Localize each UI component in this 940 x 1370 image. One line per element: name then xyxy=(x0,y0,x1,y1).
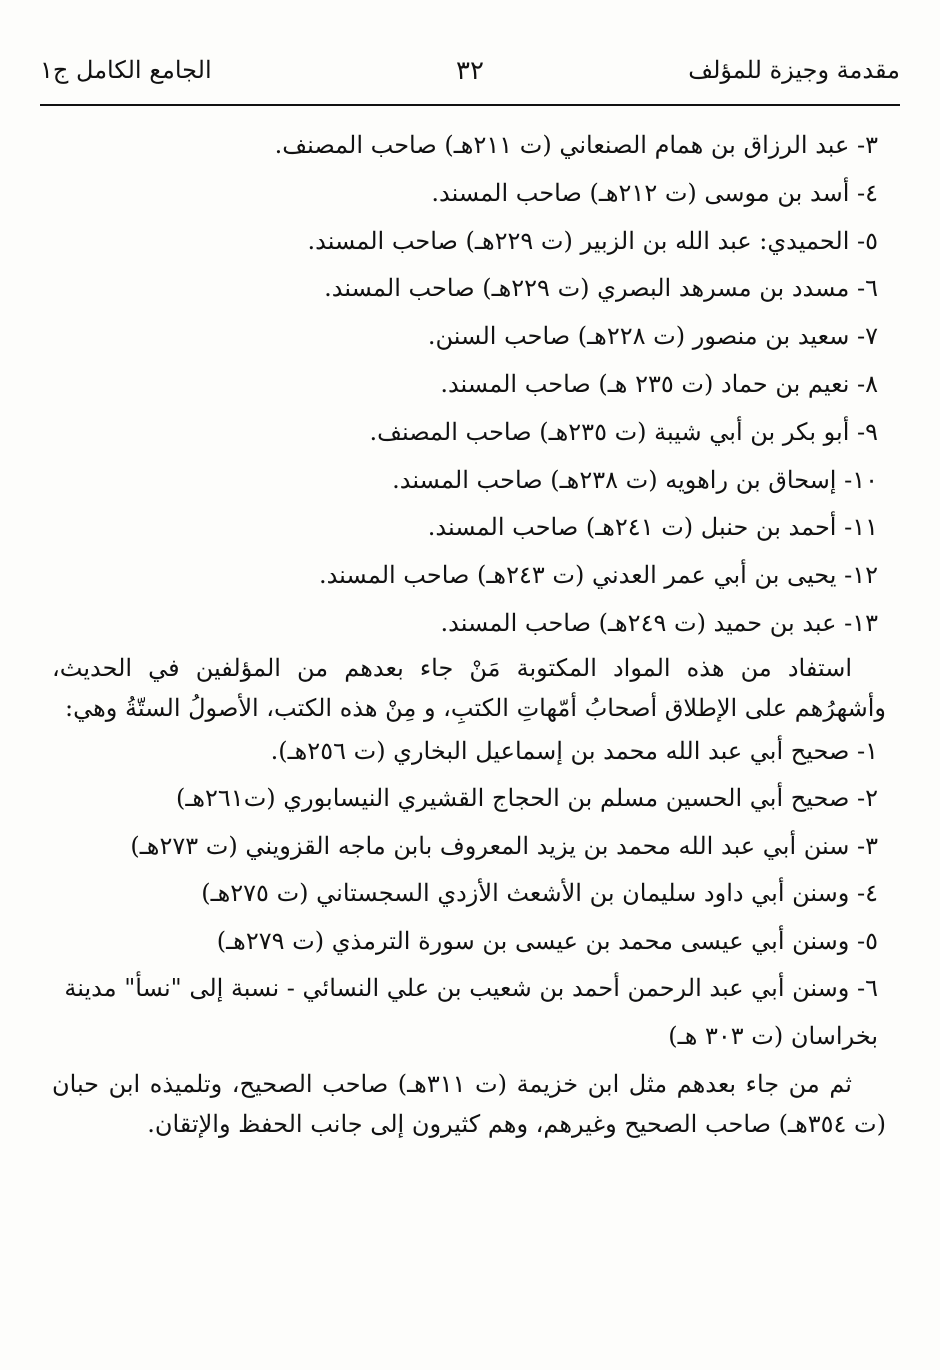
running-header xyxy=(40,56,900,100)
list-item: ٣- عبد الرزاق بن همام الصنعاني (ت ٢١١هـ) صاحب المصنف. xyxy=(274,131,878,159)
page-body xyxy=(52,122,886,1144)
paragraph-later-authors: ثم من جاء بعدهم مثل ابن خزيمة (ت ٣١١هـ) صاحب الصحيح، وتلميذه ابن حبان (ت ٣٥٤هـ) صاحب الصحيح وغيرهم، وهم كثيرون إلى جانب الحفظ والإتقان. xyxy=(52,1070,886,1139)
page-number: ٣٢ xyxy=(456,56,484,86)
section-title: مقدمة وجيزة للمؤلف xyxy=(688,56,900,84)
list-item: ٦- وسنن أبي عبد الرحمن أحمد بن شعيب بن علي النسائي - نسبة إلى "نسأ" مدينة بخراسان (ت ٣٠٣ هـ) xyxy=(64,974,878,1050)
book-title: الجامع الكامل ج١ xyxy=(40,56,212,84)
list-item: ٨- نعيم بن حماد (ت ٢٣٥ هـ) صاحب المسند. xyxy=(440,369,878,398)
list-item: ١١- أحمد بن حنبل (ت ٢٤١هـ) صاحب المسند. xyxy=(427,513,878,542)
list-item: ١٢- يحيى بن أبي عمر العدني (ت ٢٤٣هـ) صاحب المسند. xyxy=(318,561,878,590)
list-item: ٥- الحميدي: عبد الله بن الزبير (ت ٢٢٩هـ) صاحب المسند. xyxy=(307,226,878,255)
list-item: ٢- صحيح أبي الحسين مسلم بن الحجاج القشيري النيسابوري (ت٢٦١هـ) xyxy=(175,784,878,813)
list-item: ١٣- عبد بن حميد (ت ٢٤٩هـ) صاحب المسند. xyxy=(440,608,878,637)
list-item: ٥- وسنن أبي عيسى محمد بن عيسى بن سورة الترمذي (ت ٢٧٩هـ) xyxy=(216,926,878,955)
paragraph-intro-six-books: استفاد من هذه المواد المكتوبة مَنْ جاء بعدهم من المؤلفين في الحديث، وأشهرُهم على الإطلاق أصحابُ أمّهاتِ الكتبِ، و مِنْ هذه الكتب، الأصولُ الستّةُ وهي: xyxy=(52,653,886,722)
list-item: ٣- سنن أبي عبد الله محمد بن يزيد المعروف بابن ماجه القزويني (ت ٢٧٣هـ) xyxy=(130,831,878,860)
list-item: ١٠- إسحاق بن راهويه (ت ٢٣٨هـ) صاحب المسند. xyxy=(392,465,878,494)
list-item: ٧- سعيد بن منصور (ت ٢٢٨هـ) صاحب السنن. xyxy=(427,322,878,351)
list-early-authors xyxy=(52,122,886,648)
list-item: ٩- أبو بكر بن أبي شيبة (ت ٢٣٥هـ) صاحب المصنف. xyxy=(369,417,878,446)
list-item: ٤- أسد بن موسى (ت ٢١٢هـ) صاحب المسند. xyxy=(431,178,878,207)
list-six-books xyxy=(52,728,886,1061)
list-item: ١- صحيح أبي عبد الله محمد بن إسماعيل البخاري (ت ٢٥٦هـ). xyxy=(270,736,878,765)
list-item: ٦- مسدد بن مسرهد البصري (ت ٢٢٩هـ) صاحب المسند. xyxy=(324,274,878,303)
list-item: ٤- وسنن أبي داود سليمان بن الأشعث الأزدي السجستاني (ت ٢٧٥هـ) xyxy=(201,879,878,908)
header-rule xyxy=(40,104,900,106)
